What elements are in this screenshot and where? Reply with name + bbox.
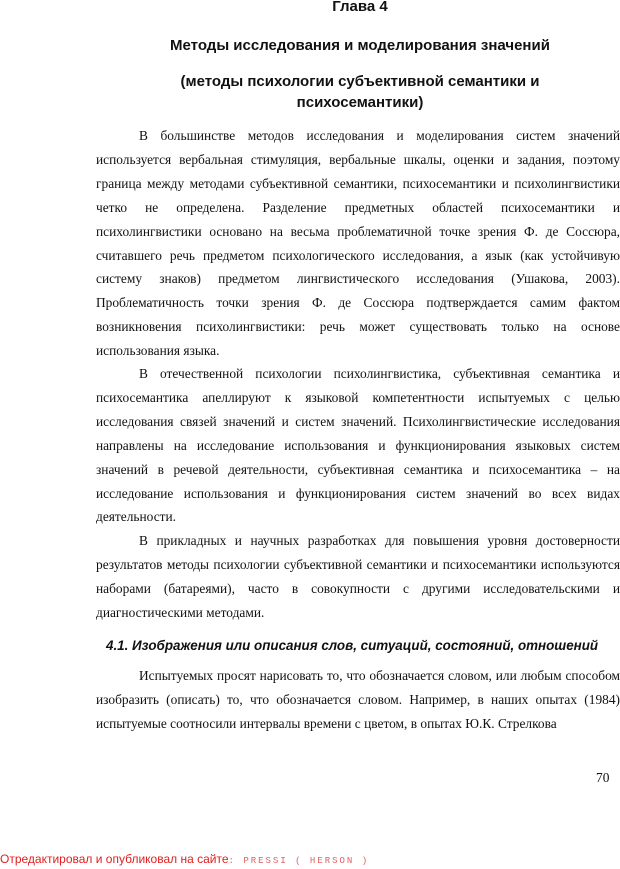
chapter-subtitle: (методы психологии субъективной семантики и психосемантики) (180, 73, 540, 111)
page-number: 70 (596, 770, 610, 785)
chapter-title: Методы исследования и моделирования значений (170, 37, 550, 54)
body-paragraph-3: В прикладных и научных разработках для повышения уровня достоверности результатов методы психологии субъективной семантики и психосемантики используются наборами (батареями), часто в совокупности с другими исследовательскими и диагностическими методами. (96, 533, 620, 620)
chapter-heading: Глава 4 (332, 0, 388, 15)
footer-credit (0, 852, 369, 866)
section-heading: 4.1. Изображения или описания слов, ситуаций, состояний, отношений (106, 638, 599, 653)
body-paragraph-1: В большинстве методов исследования и моделирования систем значений используется вербальная стимуляция, вербальные шкалы, оценки и задания, поэтому граница между методами субъективной семантики, психосемантики и психолингвистики четко не определена. Разделение предметных областей психосемантики и психолингвистики основано на весьма проблематичной точке зрения Ф. де Соссюра, считавшего речь предметом психологического исследования, а язык (как устойчивую систему знаков) предметом лингвистического исследования (Ушакова, 2003). Проблематичность точки зрения Ф. де Соссюра подтверждается самим фактом возникновения психолингвистики: речь может существовать только на основе использования языка. (96, 128, 620, 359)
body-paragraph-2: В отечественной психологии психолингвистика, субъективная семантика и психосемантика апеллируют к языковой компетентности испытуемых с целью исследования связей значений и систем значений. Психолингвистические исследования направлены на исследование использования и функционирования языковых систем значений в речевой деятельности, субъективная семантика и психосемантика – на исследование использования и функционирования систем значений во всех видах деятельности. (96, 366, 620, 525)
footer-text: Отредактировал и опубликовал на сайте (0, 852, 229, 866)
footer-site-link[interactable]: : PRESSI ( HERSON ) (228, 856, 370, 866)
section-paragraph: Испытуемых просят нарисовать то, что обозначается словом, или любым способом изобразить (описать) то, что обозначается словом. Например, в наших опытах (1984) испытуемые соотносили интервалы времени с цветом, в опытах Ю.К. Стрелкова (96, 668, 620, 731)
